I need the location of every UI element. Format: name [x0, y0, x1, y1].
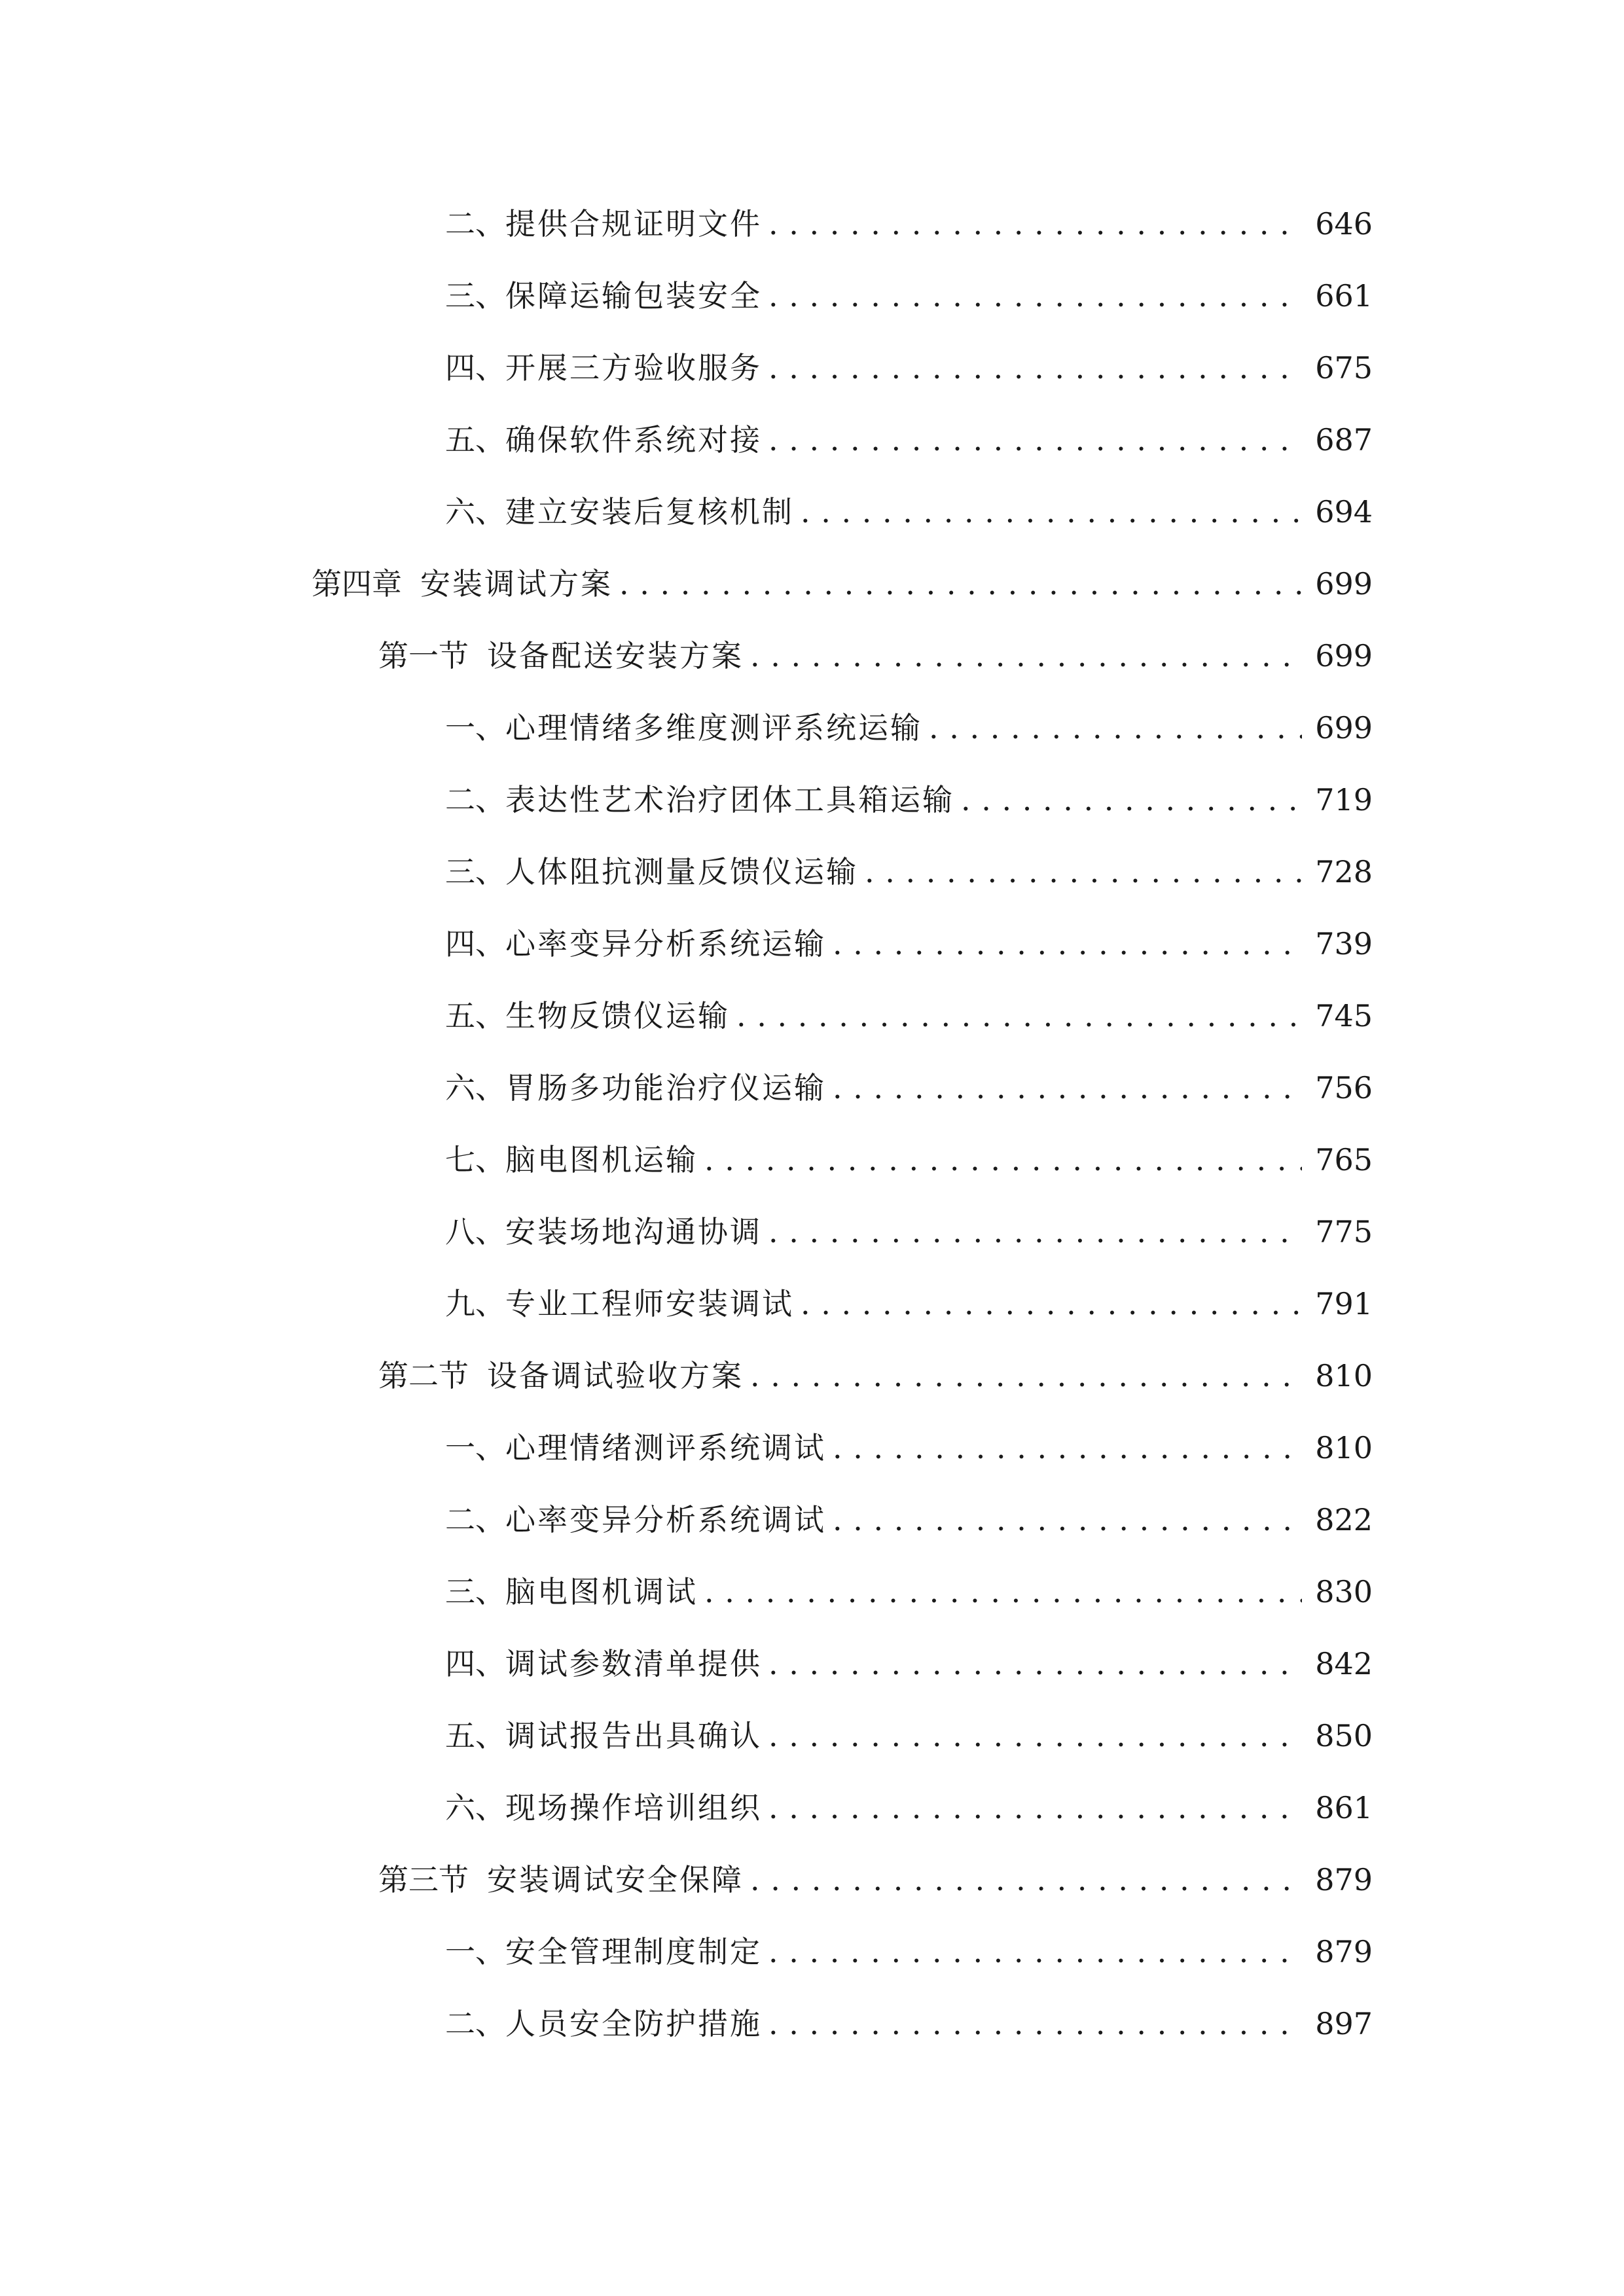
toc-entry[interactable] — [0, 1052, 1624, 1124]
dot-leader — [750, 641, 1302, 671]
toc-entry-title: 提供合规证明文件 — [505, 206, 762, 242]
toc-entry[interactable] — [0, 1772, 1624, 1844]
toc-entry[interactable] — [0, 692, 1624, 764]
dot-leader — [768, 1937, 1302, 1967]
toc-entry-page-number: 897 — [1315, 2006, 1373, 2041]
toc-entry-page-number: 687 — [1315, 422, 1373, 457]
toc-entry[interactable] — [0, 188, 1624, 260]
toc-entry-number: 六、 — [445, 494, 505, 529]
toc-entry[interactable] — [0, 404, 1624, 476]
dot-leader — [736, 1001, 1302, 1031]
toc-entry-page-number: 810 — [1315, 1358, 1373, 1393]
dot-leader — [704, 1577, 1302, 1607]
toc-entry-number: 第三节 — [378, 1862, 469, 1897]
toc-entry-page-number: 745 — [1315, 998, 1373, 1033]
toc-entry-page-number: 699 — [1315, 566, 1373, 601]
toc-entry-page-number: 719 — [1315, 782, 1373, 817]
toc-entry-title: 心率变异分析系统调试 — [505, 1502, 826, 1537]
toc-entry-page-number: 699 — [1315, 710, 1373, 745]
toc-entry-number: 第一节 — [378, 638, 469, 673]
toc-entry-number: 三、 — [445, 1574, 505, 1609]
toc-entry-number: 六、 — [445, 1790, 505, 1825]
toc-entry[interactable] — [0, 1412, 1624, 1484]
dot-leader — [833, 929, 1302, 959]
toc-entry-page-number: 850 — [1315, 1718, 1373, 1753]
toc-entry-title: 心理情绪测评系统调试 — [505, 1430, 826, 1465]
toc-entry-number: 第二节 — [378, 1358, 469, 1393]
toc-entry[interactable] — [0, 1484, 1624, 1556]
toc-entry[interactable] — [0, 1844, 1624, 1916]
dot-leader — [833, 1433, 1302, 1463]
toc-entry[interactable] — [0, 620, 1624, 692]
toc-entry-title: 设备调试验收方案 — [487, 1358, 744, 1393]
toc-entry-number: 九、 — [445, 1286, 505, 1321]
toc-entry-title: 安全管理制度制定 — [505, 1934, 762, 1969]
toc-entry-page-number: 791 — [1315, 1286, 1373, 1321]
toc-entry-number: 三、 — [445, 278, 505, 314]
toc-entry-title: 确保软件系统对接 — [505, 422, 762, 457]
dot-leader — [768, 353, 1302, 383]
toc-entry-title: 现场操作培训组织 — [505, 1790, 762, 1825]
dot-leader — [768, 1721, 1302, 1751]
toc-entry-title: 脑电图机调试 — [505, 1574, 698, 1609]
toc-entry-page-number: 775 — [1315, 1214, 1373, 1249]
dot-leader — [768, 1217, 1302, 1247]
toc-entry-page-number: 739 — [1315, 926, 1373, 961]
toc-entry-title: 安装调试安全保障 — [487, 1862, 744, 1897]
toc-entry-title: 脑电图机运输 — [505, 1142, 698, 1177]
dot-leader — [801, 1289, 1302, 1319]
dot-leader — [619, 569, 1302, 599]
toc-entry[interactable] — [0, 476, 1624, 548]
dot-leader — [704, 1145, 1302, 1175]
toc-entry[interactable] — [0, 1988, 1624, 2060]
dot-leader — [768, 2009, 1302, 2039]
toc-entry[interactable] — [0, 548, 1624, 620]
dot-leader — [801, 497, 1302, 527]
toc-entry-page-number: 861 — [1315, 1790, 1373, 1825]
toc-entry-title: 人体阻抗测量反馈仪运输 — [505, 854, 858, 889]
toc-entry-page-number: 646 — [1315, 206, 1373, 242]
toc-entry[interactable] — [0, 908, 1624, 980]
toc-entry-page-number: 661 — [1315, 278, 1373, 314]
toc-entry-page-number: 842 — [1315, 1646, 1373, 1681]
toc-entry-page-number: 810 — [1315, 1430, 1373, 1465]
toc-entry-title: 调试报告出具确认 — [505, 1718, 762, 1753]
toc-entry-title: 安装调试方案 — [420, 566, 613, 601]
toc-entry-title: 调试参数清单提供 — [505, 1646, 762, 1681]
toc-entry-number: 第四章 — [312, 566, 402, 601]
toc-entry[interactable] — [0, 1124, 1624, 1196]
toc-entry-page-number: 675 — [1315, 350, 1373, 386]
toc-entry-title: 心率变异分析系统运输 — [505, 926, 826, 961]
dot-leader — [961, 785, 1302, 815]
toc-entry-number: 八、 — [445, 1214, 505, 1249]
dot-leader — [833, 1073, 1302, 1103]
dot-leader — [865, 857, 1302, 887]
toc-entry-number: 四、 — [445, 350, 505, 386]
toc-entry[interactable] — [0, 764, 1624, 836]
table-of-contents — [0, 188, 1624, 2060]
toc-entry-number: 五、 — [445, 422, 505, 457]
toc-entry-page-number: 756 — [1315, 1070, 1373, 1105]
dot-leader — [768, 281, 1302, 311]
toc-entry-number: 六、 — [445, 1070, 505, 1105]
toc-entry[interactable] — [0, 260, 1624, 332]
toc-entry-title: 保障运输包装安全 — [505, 278, 762, 314]
toc-entry-title: 开展三方验收服务 — [505, 350, 762, 386]
toc-entry[interactable] — [0, 980, 1624, 1052]
dot-leader — [750, 1865, 1302, 1895]
toc-entry[interactable] — [0, 1340, 1624, 1412]
dot-leader — [833, 1505, 1302, 1535]
toc-entry-page-number: 699 — [1315, 638, 1373, 673]
dot-leader — [768, 1793, 1302, 1823]
toc-entry-page-number: 879 — [1315, 1934, 1373, 1969]
dot-leader — [768, 1649, 1302, 1679]
toc-entry-number: 四、 — [445, 1646, 505, 1681]
toc-entry-title: 人员安全防护措施 — [505, 2006, 762, 2041]
toc-entry-number: 七、 — [445, 1142, 505, 1177]
toc-entry-number: 五、 — [445, 1718, 505, 1753]
dot-leader — [768, 209, 1302, 239]
toc-entry[interactable] — [0, 1628, 1624, 1700]
toc-entry-page-number: 765 — [1315, 1142, 1373, 1177]
toc-entry[interactable] — [0, 1700, 1624, 1772]
toc-entry-page-number: 822 — [1315, 1502, 1373, 1537]
toc-entry-page-number: 830 — [1315, 1574, 1373, 1609]
toc-entry-title: 设备配送安装方案 — [487, 638, 744, 673]
toc-entry-page-number: 694 — [1315, 494, 1373, 529]
toc-entry[interactable] — [0, 332, 1624, 404]
dot-leader — [750, 1361, 1302, 1391]
toc-entry-title: 心理情绪多维度测评系统运输 — [505, 710, 922, 745]
dot-leader — [929, 713, 1302, 743]
toc-entry-page-number: 879 — [1315, 1862, 1373, 1897]
toc-entry-number: 一、 — [445, 1430, 505, 1465]
toc-entry-title: 建立安装后复核机制 — [505, 494, 794, 529]
toc-entry-number: 一、 — [445, 710, 505, 745]
toc-entry-title: 表达性艺术治疗团体工具箱运输 — [505, 782, 954, 817]
toc-entry-number: 一、 — [445, 1934, 505, 1969]
toc-entry-number: 二、 — [445, 782, 505, 817]
toc-entry[interactable] — [0, 836, 1624, 908]
dot-leader — [768, 425, 1302, 455]
toc-entry[interactable] — [0, 1268, 1624, 1340]
toc-entry-number: 五、 — [445, 998, 505, 1033]
toc-entry-title: 胃肠多功能治疗仪运输 — [505, 1070, 826, 1105]
toc-entry[interactable] — [0, 1556, 1624, 1628]
toc-entry-title: 安装场地沟通协调 — [505, 1214, 762, 1249]
toc-entry-number: 二、 — [445, 206, 505, 242]
toc-entry[interactable] — [0, 1916, 1624, 1988]
toc-entry-title: 生物反馈仪运输 — [505, 998, 730, 1033]
toc-entry-number: 四、 — [445, 926, 505, 961]
toc-entry-number: 二、 — [445, 1502, 505, 1537]
toc-entry-page-number: 728 — [1315, 854, 1373, 889]
toc-entry-number: 三、 — [445, 854, 505, 889]
toc-entry-title: 专业工程师安装调试 — [505, 1286, 794, 1321]
toc-entry[interactable] — [0, 1196, 1624, 1268]
toc-entry-number: 二、 — [445, 2006, 505, 2041]
